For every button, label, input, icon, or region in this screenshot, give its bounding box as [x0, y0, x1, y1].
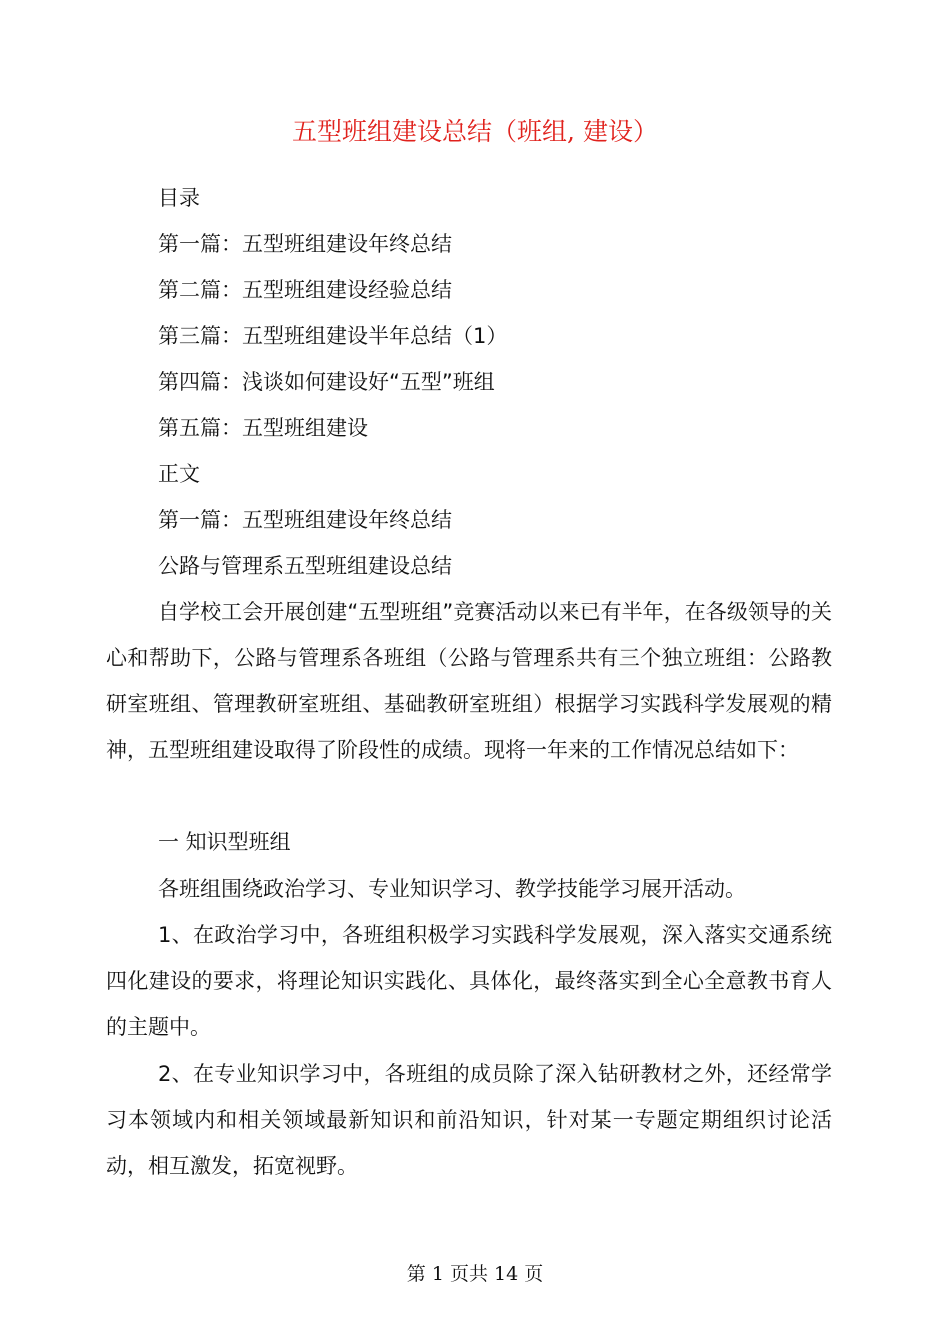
- toc-item-2: 第二篇：五型班组建设经验总结: [158, 278, 452, 302]
- document-title: 五型班组建设总结（班组, 建设）: [292, 117, 658, 146]
- page-number: 第 1 页共 14 页: [406, 1263, 544, 1285]
- toc-item-1: 第一篇：五型班组建设年终总结: [158, 232, 452, 256]
- article-title: 公路与管理系五型班组建设总结: [158, 554, 452, 578]
- point-1-paragraph: 1、在政治学习中，各班组积极学习实践科学发展观，深入落实交通系统四化建设的要求，将理论知识实践化、具体化，最终落实到全心全意教书育人的主题中。: [106, 923, 832, 1039]
- toc-item-5: 第五篇：五型班组建设: [158, 416, 368, 440]
- toc-item-3: 第三篇：五型班组建设半年总结（1）: [158, 324, 508, 348]
- chapter-title: 第一篇：五型班组建设年终总结: [158, 508, 452, 532]
- section-heading-knowledge: 一 知识型班组: [158, 830, 291, 854]
- toc-item-4: 第四篇：浅谈如何建设好“五型”班组: [158, 370, 495, 394]
- intro-paragraph: 自学校工会开展创建“五型班组”竞赛活动以来已有半年，在各级领导的关心和帮助下，公路与管理系各班组（公路与管理系共有三个独立班组：公路教研室班组、管理教研室班组、基础教研室班组）根据学习实践科学发展观的精神，五型班组建设取得了阶段性的成绩。现将一年来的工作情况总结如下：: [106, 600, 832, 762]
- section-intro-paragraph: 各班组围绕政治学习、专业知识学习、教学技能学习展开活动。: [158, 877, 746, 901]
- point-2-paragraph: 2、在专业知识学习中，各班组的成员除了深入钻研教材之外，还经常学习本领域内和相关领域最新知识和前沿知识，针对某一专题定期组织讨论活动，相互激发，拓宽视野。: [106, 1062, 832, 1178]
- body-heading: 正文: [158, 462, 200, 486]
- toc-heading: 目录: [158, 186, 200, 210]
